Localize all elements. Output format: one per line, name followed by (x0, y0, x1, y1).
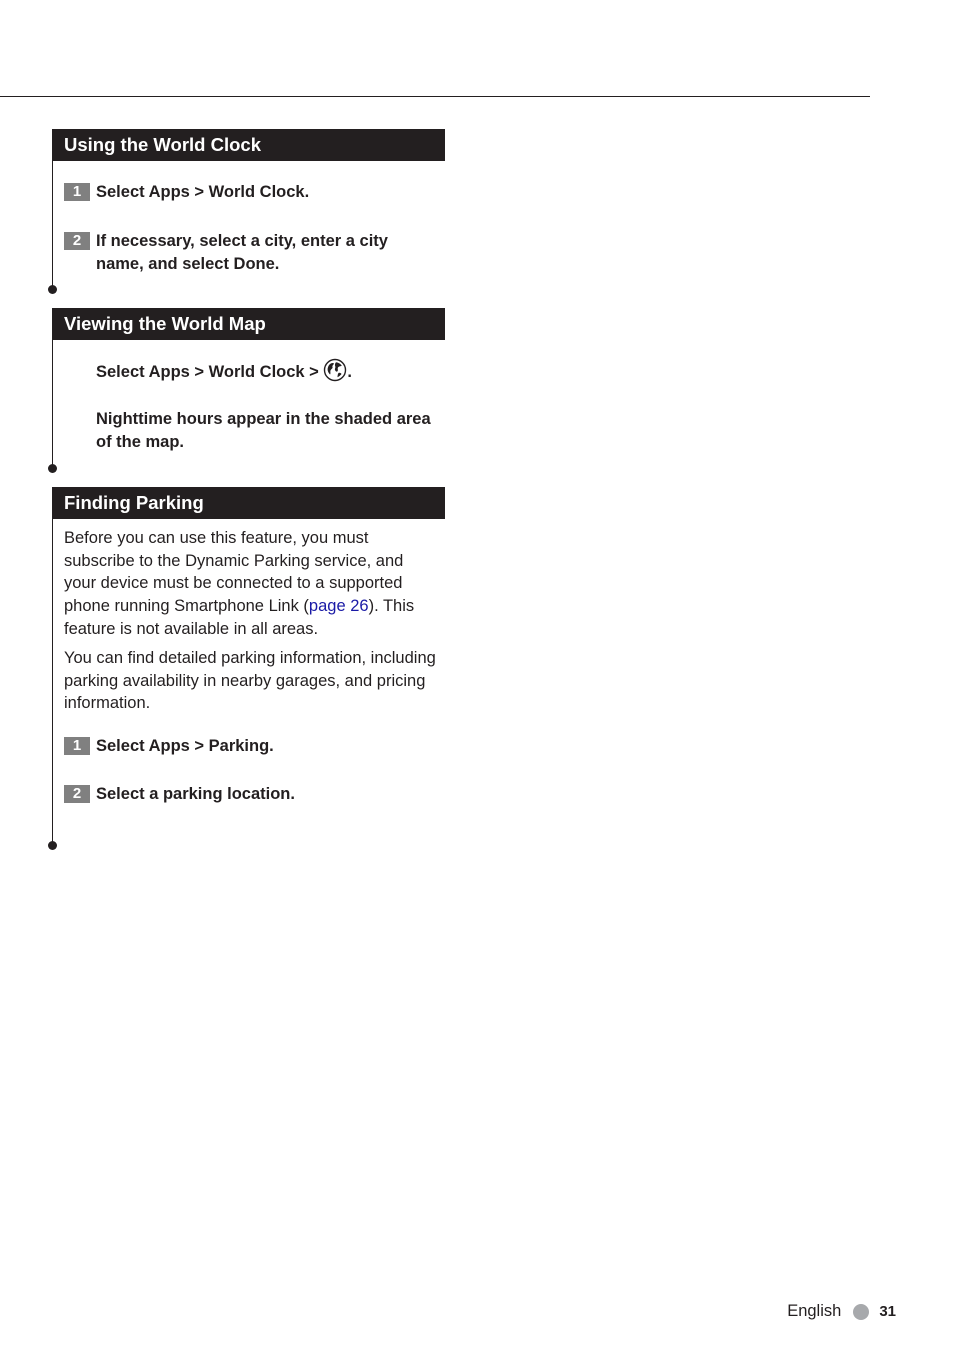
step-number: 2 (64, 232, 90, 250)
section-end-dot (48, 464, 57, 473)
instruction-text: Select Apps > World Clock > (96, 363, 324, 381)
step-text: Select a parking location. (96, 785, 295, 803)
page-link[interactable]: page 26 (308, 597, 369, 616)
step-number: 1 (64, 737, 90, 755)
parking-intro-paragraph (64, 527, 439, 641)
step-text: Select Apps > World Clock. (96, 183, 310, 201)
step-text: Select Apps > Parking. (96, 737, 274, 755)
section-rule (52, 487, 53, 845)
section-title: Viewing the World Map (52, 308, 445, 340)
parking-info-paragraph: You can find detailed parking information, including parking availability in nearby garages, and pricing information. (64, 649, 436, 713)
footer-language: English (787, 1302, 842, 1320)
section-title: Finding Parking (52, 487, 445, 519)
world-map-note: Nighttime hours appear in the shaded area of the map. (96, 410, 431, 451)
step-2 (64, 783, 444, 806)
step-number: 2 (64, 785, 90, 803)
footer-dot-icon (853, 1304, 869, 1320)
step-number: 1 (64, 183, 90, 201)
section-end-dot (48, 841, 57, 850)
step-1 (64, 735, 444, 758)
section-end-dot (48, 285, 57, 294)
instruction-suffix: . (347, 363, 352, 381)
step-text: If necessary, select a city, enter a city name, and select Done. (96, 232, 388, 273)
section-finding-parking (52, 487, 445, 852)
section-world-clock (52, 129, 445, 294)
page-footer (787, 1302, 896, 1321)
globe-icon (323, 358, 347, 382)
paragraph-text: Before you can use this feature, you must subscribe to the Dynamic Parking service, and your device must be connected to a supported phone running Smartphone Link ( (64, 529, 404, 616)
paragraph-text: ). This feature is not available in all areas. (64, 597, 415, 638)
section-title: Using the World Clock (52, 129, 445, 161)
step-2 (64, 230, 444, 275)
page-number: 31 (879, 1303, 896, 1320)
section-world-map (52, 308, 445, 473)
step-1 (64, 181, 444, 204)
world-map-instruction (96, 358, 441, 384)
header-rule (0, 96, 870, 97)
